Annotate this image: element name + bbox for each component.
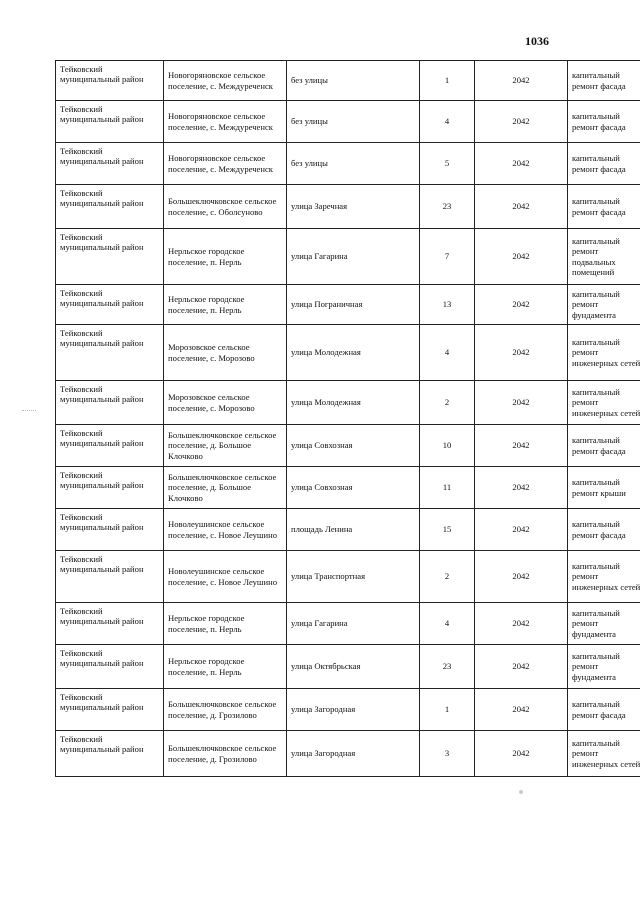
- settlement-cell: Морозовское сельское поселение, с. Морозово: [164, 381, 287, 425]
- house-number-cell: 7: [420, 229, 475, 285]
- table-row: [56, 467, 640, 509]
- year-cell: 2042: [475, 603, 568, 645]
- year-cell: 2042: [475, 467, 568, 509]
- table-row: [56, 325, 640, 381]
- settlement-cell: Новолеушинское сельское поселение, с. Новое Леушино: [164, 509, 287, 551]
- year-cell: 2042: [475, 425, 568, 467]
- district-cell: Тейковский муниципальный район: [56, 731, 164, 777]
- house-number-cell: 13: [420, 285, 475, 325]
- table-row: [56, 731, 640, 777]
- work-type-cell: капитальный ремонт фасада: [568, 101, 640, 143]
- settlement-cell: Нерльское городское поселение, п. Нерль: [164, 603, 287, 645]
- work-type-cell: капитальный ремонт крыши: [568, 467, 640, 509]
- table-row: [56, 509, 640, 551]
- year-cell: 2042: [475, 101, 568, 143]
- district-cell: Тейковский муниципальный район: [56, 645, 164, 689]
- district-cell: Тейковский муниципальный район: [56, 185, 164, 229]
- settlement-cell: Нерльское городское поселение, п. Нерль: [164, 645, 287, 689]
- table-row: [56, 61, 640, 101]
- table-row: [56, 185, 640, 229]
- house-number-cell: 4: [420, 325, 475, 381]
- table-row: [56, 143, 640, 185]
- year-cell: 2042: [475, 645, 568, 689]
- work-type-cell: капитальный ремонт фундамента: [568, 603, 640, 645]
- district-cell: Тейковский муниципальный район: [56, 603, 164, 645]
- street-cell: улица Октябрьская: [287, 645, 420, 689]
- settlement-cell: Нерльское городское поселение, п. Нерль: [164, 285, 287, 325]
- house-number-cell: 3: [420, 731, 475, 777]
- year-cell: 2042: [475, 285, 568, 325]
- table-row: [56, 285, 640, 325]
- table-row: [56, 101, 640, 143]
- scan-artifact: [22, 410, 36, 411]
- street-cell: улица Загородная: [287, 731, 420, 777]
- district-cell: Тейковский муниципальный район: [56, 229, 164, 285]
- year-cell: 2042: [475, 551, 568, 603]
- district-cell: Тейковский муниципальный район: [56, 467, 164, 509]
- district-cell: Тейковский муниципальный район: [56, 381, 164, 425]
- scan-artifact-dot: [519, 790, 523, 794]
- year-cell: 2042: [475, 229, 568, 285]
- work-type-cell: капитальный ремонт фасада: [568, 185, 640, 229]
- street-cell: улица Гагарина: [287, 603, 420, 645]
- house-number-cell: 1: [420, 61, 475, 101]
- page-number: 1036: [525, 34, 549, 48]
- settlement-cell: Большеключковское сельское поселение, д. Грозилово: [164, 731, 287, 777]
- house-number-cell: 2: [420, 551, 475, 603]
- settlement-cell: Новолеушинское сельское поселение, с. Новое Леушино: [164, 551, 287, 603]
- street-cell: улица Совхозная: [287, 425, 420, 467]
- settlement-cell: Новогоряновское сельское поселение, с. Междуреченск: [164, 61, 287, 101]
- year-cell: 2042: [475, 509, 568, 551]
- work-type-cell: капитальный ремонт фундамента: [568, 285, 640, 325]
- repair-schedule-table: [55, 60, 640, 777]
- table-row: [56, 229, 640, 285]
- house-number-cell: 5: [420, 143, 475, 185]
- table-row: [56, 689, 640, 731]
- house-number-cell: 15: [420, 509, 475, 551]
- street-cell: улица Молодежная: [287, 381, 420, 425]
- year-cell: 2042: [475, 61, 568, 101]
- street-cell: улица Совхозная: [287, 467, 420, 509]
- house-number-cell: 4: [420, 603, 475, 645]
- street-cell: улица Молодежная: [287, 325, 420, 381]
- district-cell: Тейковский муниципальный район: [56, 61, 164, 101]
- work-type-cell: капитальный ремонт фасада: [568, 143, 640, 185]
- work-type-cell: капитальный ремонт инженерных сетей: [568, 731, 640, 777]
- year-cell: 2042: [475, 325, 568, 381]
- district-cell: Тейковский муниципальный район: [56, 285, 164, 325]
- work-type-cell: капитальный ремонт инженерных сетей: [568, 325, 640, 381]
- house-number-cell: 11: [420, 467, 475, 509]
- district-cell: Тейковский муниципальный район: [56, 101, 164, 143]
- work-type-cell: капитальный ремонт инженерных сетей: [568, 551, 640, 603]
- district-cell: Тейковский муниципальный район: [56, 425, 164, 467]
- settlement-cell: Большеключковское сельское поселение, д. Большое Клочково: [164, 467, 287, 509]
- district-cell: Тейковский муниципальный район: [56, 689, 164, 731]
- work-type-cell: капитальный ремонт фундамента: [568, 645, 640, 689]
- house-number-cell: 4: [420, 101, 475, 143]
- table-row: [56, 645, 640, 689]
- house-number-cell: 10: [420, 425, 475, 467]
- house-number-cell: 23: [420, 645, 475, 689]
- street-cell: улица Транспортная: [287, 551, 420, 603]
- settlement-cell: Большеключковское сельское поселение, д. Большое Клочково: [164, 425, 287, 467]
- table-row: [56, 425, 640, 467]
- street-cell: без улицы: [287, 143, 420, 185]
- house-number-cell: 2: [420, 381, 475, 425]
- district-cell: Тейковский муниципальный район: [56, 143, 164, 185]
- district-cell: Тейковский муниципальный район: [56, 551, 164, 603]
- table-body: [56, 61, 640, 777]
- district-cell: Тейковский муниципальный район: [56, 509, 164, 551]
- street-cell: без улицы: [287, 101, 420, 143]
- street-cell: улица Пограничная: [287, 285, 420, 325]
- settlement-cell: Новогоряновское сельское поселение, с. Междуреченск: [164, 101, 287, 143]
- street-cell: площадь Ленина: [287, 509, 420, 551]
- year-cell: 2042: [475, 185, 568, 229]
- street-cell: улица Гагарина: [287, 229, 420, 285]
- work-type-cell: капитальный ремонт фасада: [568, 689, 640, 731]
- house-number-cell: 1: [420, 689, 475, 731]
- year-cell: 2042: [475, 689, 568, 731]
- work-type-cell: капитальный ремонт фасада: [568, 509, 640, 551]
- street-cell: улица Заречная: [287, 185, 420, 229]
- table-row: [56, 381, 640, 425]
- work-type-cell: капитальный ремонт фасада: [568, 61, 640, 101]
- settlement-cell: Морозовское сельское поселение, с. Морозово: [164, 325, 287, 381]
- settlement-cell: Большеключковское сельское поселение, с. Оболсуново: [164, 185, 287, 229]
- street-cell: без улицы: [287, 61, 420, 101]
- house-number-cell: 23: [420, 185, 475, 229]
- settlement-cell: Большеключковское сельское поселение, д. Грозилово: [164, 689, 287, 731]
- table-row: [56, 551, 640, 603]
- settlement-cell: Нерльское городское поселение, п. Нерль: [164, 229, 287, 285]
- year-cell: 2042: [475, 143, 568, 185]
- work-type-cell: капитальный ремонт инженерных сетей: [568, 381, 640, 425]
- year-cell: 2042: [475, 731, 568, 777]
- settlement-cell: Новогоряновское сельское поселение, с. Междуреченск: [164, 143, 287, 185]
- year-cell: 2042: [475, 381, 568, 425]
- work-type-cell: капитальный ремонт фасада: [568, 425, 640, 467]
- district-cell: Тейковский муниципальный район: [56, 325, 164, 381]
- table-row: [56, 603, 640, 645]
- work-type-cell: капитальный ремонт подвальных помещений: [568, 229, 640, 285]
- street-cell: улица Загородная: [287, 689, 420, 731]
